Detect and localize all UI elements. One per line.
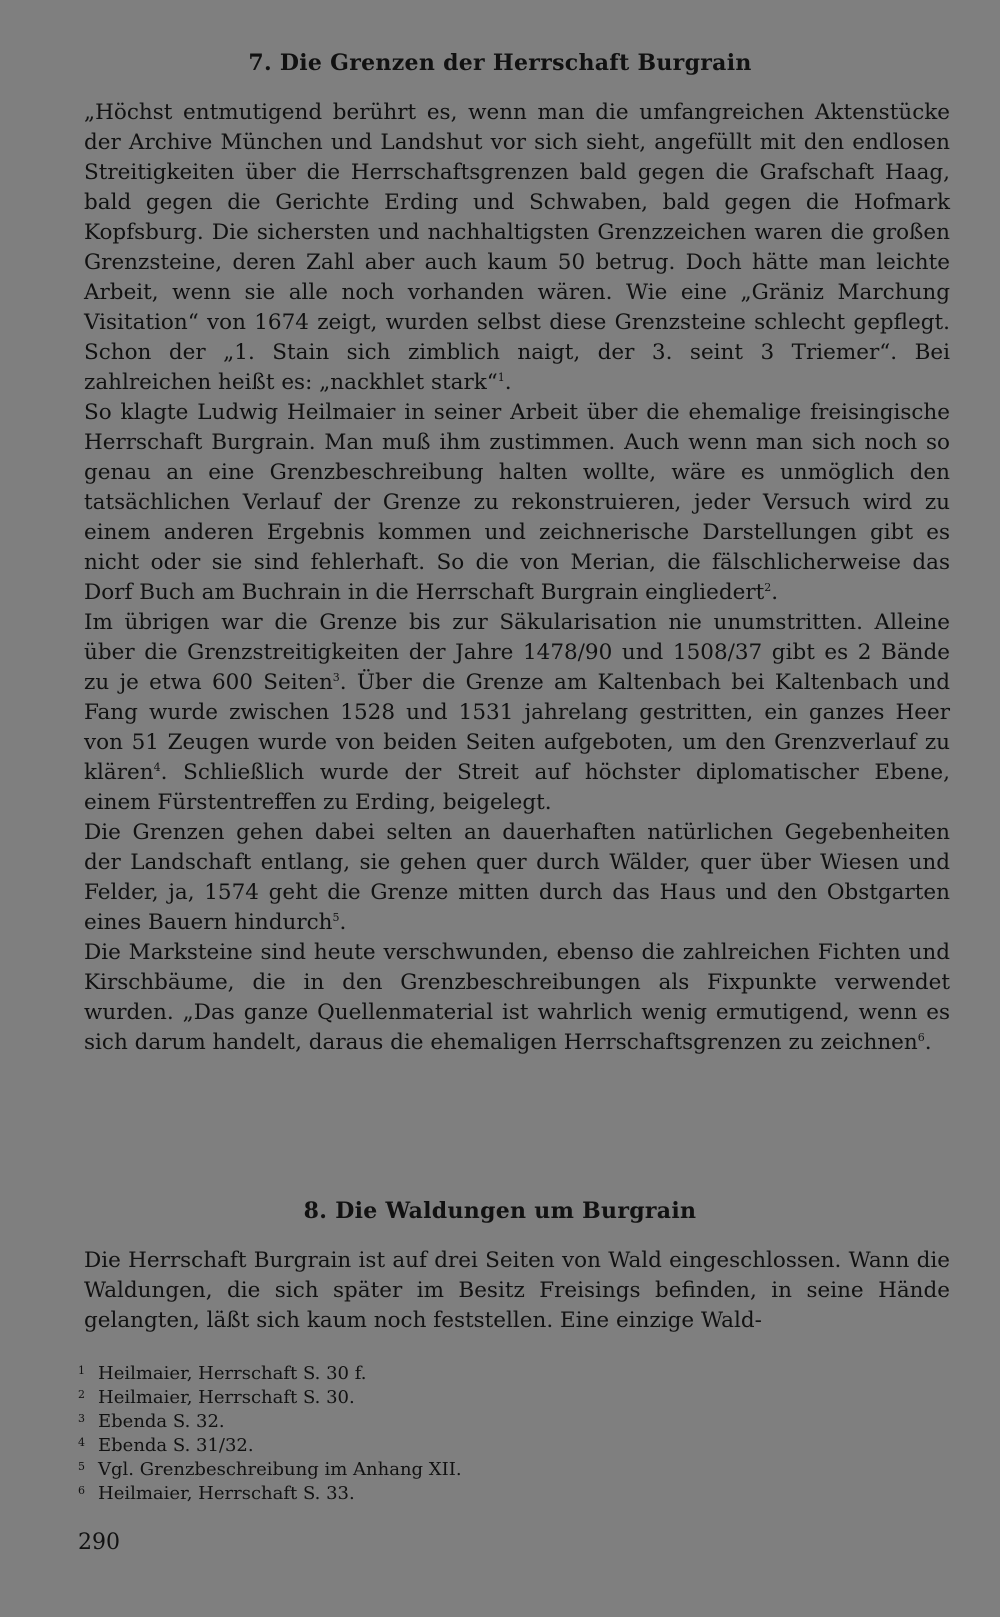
paragraph-end: . <box>339 910 347 935</box>
footnotes <box>78 1362 958 1506</box>
paragraph-end: . <box>504 370 512 395</box>
footnote-text: Ebenda S. 32. <box>98 1411 225 1432</box>
footnote-number: 3 <box>78 1412 85 1425</box>
footnote-number: 5 <box>78 1460 85 1473</box>
paragraph-quote <box>84 98 950 398</box>
paragraph-text: Die Marksteine sind heute verschwunden, ebenso die zahlreichen Fichten und Kirschbäume, die in den Grenzbeschreibungen als Fixpunkte verwendet wurden. „Das ganze Quellenmaterial ist wahrlich wenig ermutigend, wenn es sich darum handelt, daraus die ehemaligen Herrschaftsgrenzen zu zeichnen <box>84 940 950 1055</box>
paragraph-text: Die Grenzen gehen dabei selten an dauerhaften natürlichen Gegebenheiten der Landschaft entlang, sie gehen quer durch Wälder, quer über Wiesen und Felder, ja, 1574 geht die Grenze mitten durch das Haus und den Obstgarten eines Bauern hindurch <box>84 820 950 935</box>
paragraph-waldungen: Die Herrschaft Burgrain ist auf drei Seiten von Wald eingeschlossen. Wann die Waldungen, die sich später im Besitz Freisings befinden, in seine Hände gelangten, läßt sich kaum noch feststellen. Eine einzige Wald- <box>84 1248 950 1333</box>
page-number: 290 <box>78 1530 120 1555</box>
footnote-2 <box>78 1386 958 1410</box>
section-heading-grenzen: 7. Die Grenzen der Herrschaft Burgrain <box>248 50 752 76</box>
paragraph-saekularisation <box>84 608 950 818</box>
footnote-text: Ebenda S. 31/32. <box>98 1435 254 1456</box>
footnote-marker: 6 <box>917 1031 925 1044</box>
footnote-text: Heilmaier, Herrschaft S. 30. <box>98 1387 355 1408</box>
footnote-marker: 1 <box>497 371 505 384</box>
section-body-waldungen <box>84 1246 950 1336</box>
footnote-1 <box>78 1362 958 1386</box>
footnote-number: 1 <box>78 1364 85 1377</box>
paragraph-text: . Über die Grenze am Kaltenbach bei Kaltenbach und Fang wurde zwischen 1528 und 1531 jahrelang gestritten, ein ganzes Heer von 51 Zeugen wurde von beiden Seiten aufgeboten, um den Grenzverlauf zu klären <box>84 670 950 785</box>
section-body-grenzen <box>84 98 950 1058</box>
footnote-marker: 5 <box>332 911 340 924</box>
paragraph-end: . <box>924 1030 932 1055</box>
footnote-text: Heilmaier, Herrschaft S. 33. <box>98 1483 355 1504</box>
footnote-text: Heilmaier, Herrschaft S. 30 f. <box>98 1363 367 1384</box>
paragraph-marksteine <box>84 938 950 1058</box>
footnote-number: 6 <box>78 1484 85 1497</box>
paragraph-text: So klagte Ludwig Heilmaier in seiner Arbeit über die ehemalige freisingische Herrschaft Burgrain. Man muß ihm zustimmen. Auch wenn man sich noch so genau an eine Grenzbeschreibung halten wollte, wäre es unmöglich den tatsächlichen Verlauf der Grenze zu rekonstruieren, jeder Versuch wird zu einem anderen Ergebnis kommen und zeichnerische Darstellungen gibt es nicht oder sie sind fehlerhaft. So die von Merian, die fälschlicherweise das Dorf Buch am Buchrain in die Herrschaft Burgrain eingliedert <box>84 400 950 605</box>
paragraph-text: . Schließlich wurde der Streit auf höchster diplomatischer Ebene, einem Fürstentreffen zu Erding, beigelegt. <box>84 760 950 815</box>
footnote-5 <box>78 1458 958 1482</box>
footnote-4 <box>78 1434 958 1458</box>
footnote-marker: 3 <box>332 671 340 684</box>
footnote-number: 2 <box>78 1388 85 1401</box>
paragraph-heilmaier <box>84 398 950 608</box>
footnote-3 <box>78 1410 958 1434</box>
paragraph-end: . <box>771 580 779 605</box>
section-heading-waldungen: 8. Die Waldungen um Burgrain <box>303 1198 697 1224</box>
footnote-number: 4 <box>78 1436 85 1449</box>
paragraph-text: „Höchst entmutigend berührt es, wenn man die umfangreichen Aktenstücke der Archive München und Landshut vor sich sieht, angefüllt mit den endlosen Streitigkeiten über die Herrschaftsgrenzen bald gegen die Grafschaft Haag, bald gegen die Gerichte Erding und Schwaben, bald gegen die Hofmark Kopfsburg. Die sichersten und nachhaltigsten Grenzzeichen waren die großen Grenzsteine, deren Zahl aber auch kaum 50 betrug. Doch hätte man leichte Arbeit, wenn sie alle noch vorhanden wären. Wie eine „Gräniz Marchung Visitation“ von 1674 zeigt, wurden selbst diese Grenzsteine schlecht gepflegt. Schon der „1. Stain sich zimblich naigt, der 3. seint 3 Triemer“. Bei zahlreichen heißt es: „nackhlet stark“ <box>84 100 950 395</box>
paragraph-text: Im übrigen war die Grenze bis zur Säkularisation nie unumstritten. Alleine über die Grenzstreitigkeiten der Jahre 1478/90 und 1508/37 gibt es 2 Bände zu je etwa 600 Seiten <box>84 610 950 695</box>
paragraph-grenzen-verlauf <box>84 818 950 938</box>
footnote-marker: 4 <box>153 761 161 774</box>
footnote-marker: 2 <box>764 581 772 594</box>
footnote-text: Vgl. Grenzbeschreibung im Anhang XII. <box>98 1459 462 1480</box>
footnote-6 <box>78 1482 958 1506</box>
